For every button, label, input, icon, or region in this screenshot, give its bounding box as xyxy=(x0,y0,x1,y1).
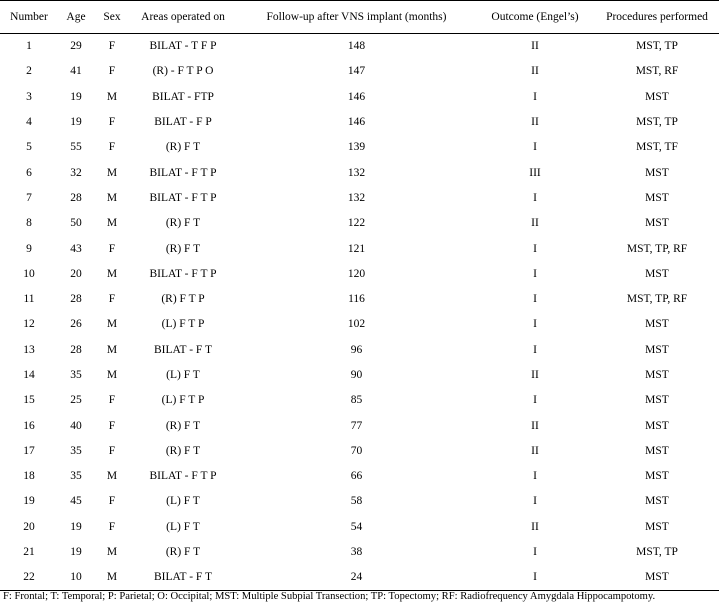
cell-procedures: MST xyxy=(645,470,669,483)
header-procedures: Procedures performed xyxy=(595,1,719,34)
cell-outcome: I xyxy=(533,318,537,331)
table-row xyxy=(0,185,719,210)
cell-areas: (L) F T xyxy=(166,520,200,533)
cell-follow-up: 148 xyxy=(347,40,366,53)
cell-procedures: MST xyxy=(645,90,669,103)
cell-follow-up: 132 xyxy=(347,166,366,179)
table-row xyxy=(0,489,719,514)
cell-age: 45 xyxy=(70,495,82,508)
cell-follow-up: 38 xyxy=(350,546,363,559)
cell-outcome: I xyxy=(533,343,537,356)
cell-sex: M xyxy=(106,166,118,179)
cell-procedures: MST, TP xyxy=(636,546,678,559)
cell-sex: F xyxy=(108,65,116,78)
cell-areas: BILAT - F T xyxy=(128,565,238,590)
cell-age: 43 xyxy=(70,242,82,255)
cell-number: 10 xyxy=(23,267,35,280)
table-footnote: F: Frontal; T: Temporal; P: Parietal; O: Occipital; MST: Multiple Subpial Transection; TP: Topectomy; RF: Radiofrequency Amygdala Hippocampotomy. xyxy=(3,591,656,602)
cell-sex: F xyxy=(108,242,116,255)
cell-follow-up: 116 xyxy=(348,293,365,306)
cell-number: 17 xyxy=(23,444,35,457)
cell-sex: M xyxy=(106,191,118,204)
cell-procedures: MST xyxy=(645,343,669,356)
table-row xyxy=(0,261,719,286)
cell-procedures: MST xyxy=(645,495,669,508)
cell-number: 7 xyxy=(26,191,32,204)
cell-number: 2 xyxy=(26,65,32,78)
header-areas-operated: Areas operated on xyxy=(128,1,238,34)
cell-areas: (R) F T xyxy=(165,546,201,559)
table-row xyxy=(0,413,719,438)
cell-areas: BILAT - F T P xyxy=(149,267,217,280)
cell-sex: F xyxy=(108,141,116,154)
cell-areas: (R) F T xyxy=(165,444,201,457)
cell-number: 5 xyxy=(26,141,32,154)
cell-areas: (L) F T P xyxy=(161,318,205,331)
cell-areas: BILAT - FTP xyxy=(152,90,214,103)
table-row xyxy=(0,514,719,539)
cell-age: 26 xyxy=(70,318,82,331)
cell-areas: (L) F T xyxy=(166,495,200,508)
cell-procedures: MST, RF xyxy=(635,65,679,78)
cell-follow-up: 24 xyxy=(238,565,475,590)
table-row xyxy=(0,388,719,413)
table-row xyxy=(0,362,719,387)
table-row xyxy=(0,539,719,564)
cell-number: 6 xyxy=(26,166,32,179)
cell-sex: F xyxy=(108,394,116,407)
cell-age: 35 xyxy=(70,470,82,483)
cell-outcome: I xyxy=(475,565,595,590)
cell-age: 19 xyxy=(70,116,82,129)
cell-outcome: II xyxy=(531,217,539,230)
table-row xyxy=(0,211,719,236)
cell-outcome: II xyxy=(531,520,539,533)
cell-areas: (R) F T xyxy=(165,242,201,255)
cell-age: 10 xyxy=(56,565,96,590)
cell-number: 4 xyxy=(26,116,32,129)
cell-procedures: MST, TF xyxy=(636,141,678,154)
cell-follow-up: 85 xyxy=(350,394,363,407)
cell-procedures: MST xyxy=(645,444,669,457)
cell-outcome: I xyxy=(533,90,537,103)
cell-areas: (L) F T xyxy=(166,369,200,381)
cell-procedures: MST xyxy=(645,520,669,533)
cell-follow-up: 147 xyxy=(347,65,366,78)
cell-age: 28 xyxy=(70,293,82,306)
cell-outcome: I xyxy=(533,394,537,407)
cell-outcome: II xyxy=(531,116,539,129)
table-row xyxy=(0,84,719,109)
cell-procedures: MST, TP xyxy=(636,40,678,53)
cell-areas: BILAT - T F P xyxy=(149,40,217,53)
table-row xyxy=(0,34,719,59)
cell-outcome: I xyxy=(533,495,537,508)
cell-age: 40 xyxy=(70,419,82,432)
cell-follow-up: 146 xyxy=(347,116,366,129)
cell-number: 8 xyxy=(26,217,32,230)
cell-number: 16 xyxy=(23,419,35,432)
cell-sex: F xyxy=(108,495,116,508)
table-row xyxy=(0,160,719,185)
cell-number: 1 xyxy=(26,40,32,53)
cell-follow-up: 77 xyxy=(350,419,363,432)
cell-procedures: MST xyxy=(595,565,719,590)
cell-outcome: I xyxy=(533,141,537,154)
table-row xyxy=(0,312,719,337)
cell-areas: BILAT - F T P xyxy=(149,166,217,179)
cell-procedures: MST xyxy=(645,217,669,230)
cell-sex: F xyxy=(108,40,116,53)
header-age: Age xyxy=(56,1,96,34)
cell-procedures: MST, TP xyxy=(636,116,678,129)
cell-procedures: MST xyxy=(645,419,669,432)
table-row xyxy=(0,438,719,463)
cell-number: 21 xyxy=(23,546,35,559)
header-sex: Sex xyxy=(96,1,128,34)
cell-number: 9 xyxy=(26,242,32,255)
cell-age: 25 xyxy=(70,394,82,407)
cell-outcome: II xyxy=(531,419,539,432)
cell-follow-up: 96 xyxy=(350,343,363,356)
cell-follow-up: 139 xyxy=(347,141,366,154)
table-row xyxy=(0,236,719,261)
cell-age: 19 xyxy=(70,520,82,533)
cell-outcome: II xyxy=(531,65,539,78)
cell-sex: M xyxy=(106,369,118,381)
cell-outcome: I xyxy=(533,242,537,255)
cell-sex: M xyxy=(96,565,128,590)
cell-number: 3 xyxy=(26,90,32,103)
cell-age: 20 xyxy=(70,267,82,280)
cell-age: 41 xyxy=(70,65,82,78)
cell-outcome: I xyxy=(533,546,537,559)
cell-procedures: MST xyxy=(645,191,669,204)
cell-sex: M xyxy=(106,546,118,559)
header-follow-up: Follow-up after VNS implant (months) xyxy=(238,1,475,34)
table-row xyxy=(0,565,719,590)
cell-follow-up: 120 xyxy=(347,267,366,280)
cell-number: 18 xyxy=(23,470,35,483)
cell-areas: BILAT - F T P xyxy=(149,191,217,204)
table-header xyxy=(0,1,719,34)
table-row xyxy=(0,59,719,84)
cell-number: 13 xyxy=(23,343,35,356)
table-row xyxy=(0,464,719,489)
cell-age: 28 xyxy=(70,191,82,204)
cell-outcome: II xyxy=(531,40,539,53)
cell-age: 29 xyxy=(70,40,82,53)
cell-outcome: I xyxy=(533,191,537,204)
cell-areas: (R) F T P xyxy=(161,293,205,306)
cell-age: 19 xyxy=(70,90,82,103)
cell-areas: (R) F T xyxy=(165,141,201,154)
cell-sex: M xyxy=(106,318,118,331)
cell-age: 35 xyxy=(70,369,82,381)
table-body xyxy=(0,34,719,591)
cell-sex: M xyxy=(106,217,118,230)
cell-sex: M xyxy=(106,470,118,483)
cell-number: 11 xyxy=(23,293,35,306)
cell-follow-up: 90 xyxy=(350,369,363,381)
cell-areas: (R) F T xyxy=(165,217,201,230)
cell-sex: F xyxy=(108,293,116,306)
cell-areas: (L) F T P xyxy=(161,394,205,407)
header-outcome: Outcome (Engel’s) xyxy=(475,1,595,34)
cell-age: 28 xyxy=(70,343,82,356)
cell-follow-up: 66 xyxy=(350,470,363,483)
cell-areas: BILAT - F P xyxy=(154,116,212,129)
cell-number: 14 xyxy=(23,369,35,381)
cell-sex: M xyxy=(106,267,118,280)
cell-procedures: MST, TP, RF xyxy=(626,293,688,306)
cell-follow-up: 121 xyxy=(347,242,366,255)
cell-follow-up: 54 xyxy=(350,520,363,533)
cell-sex: F xyxy=(108,520,116,533)
cell-number: 15 xyxy=(23,394,35,407)
cell-number: 22 xyxy=(0,565,56,590)
cell-sex: F xyxy=(108,116,116,129)
table-row xyxy=(0,109,719,134)
table-row xyxy=(0,337,719,362)
cell-follow-up: 146 xyxy=(347,90,366,103)
cell-sex: M xyxy=(106,343,118,356)
cell-number: 12 xyxy=(23,318,35,331)
cell-follow-up: 122 xyxy=(347,217,366,230)
cell-areas: (R) F T xyxy=(165,419,201,432)
cell-areas: BILAT - F T xyxy=(153,343,213,356)
cell-procedures: MST xyxy=(645,318,669,331)
cell-follow-up: 132 xyxy=(347,191,366,204)
cell-age: 50 xyxy=(70,217,82,230)
cell-age: 55 xyxy=(70,141,82,154)
cell-number: 19 xyxy=(23,495,35,508)
cell-sex: M xyxy=(106,90,118,103)
cell-procedures: MST xyxy=(645,394,669,407)
cell-areas: (R) - F T P O xyxy=(152,65,214,78)
table-row xyxy=(0,286,719,311)
cell-outcome: I xyxy=(533,470,537,483)
cell-follow-up: 102 xyxy=(347,318,366,331)
cell-outcome: I xyxy=(533,293,537,306)
header-row xyxy=(0,1,719,34)
cell-areas: BILAT - F T P xyxy=(149,470,217,483)
cell-sex: F xyxy=(108,419,116,432)
cell-procedures: MST xyxy=(645,369,669,381)
cell-outcome: III xyxy=(529,166,541,179)
cell-age: 19 xyxy=(70,546,82,559)
cell-outcome: II xyxy=(531,369,539,381)
cell-procedures: MST, TP, RF xyxy=(626,242,688,255)
cell-age: 32 xyxy=(70,166,82,179)
cell-age: 35 xyxy=(70,444,82,457)
cell-sex: F xyxy=(108,444,116,457)
cell-follow-up: 58 xyxy=(350,495,363,508)
cell-outcome: I xyxy=(533,267,537,280)
table-row xyxy=(0,135,719,160)
cell-procedures: MST xyxy=(645,267,669,280)
cell-number: 20 xyxy=(23,520,35,533)
cell-follow-up: 70 xyxy=(350,444,363,457)
cell-outcome: II xyxy=(531,444,539,457)
cell-procedures: MST xyxy=(645,166,669,179)
header-number: Number xyxy=(0,1,56,34)
